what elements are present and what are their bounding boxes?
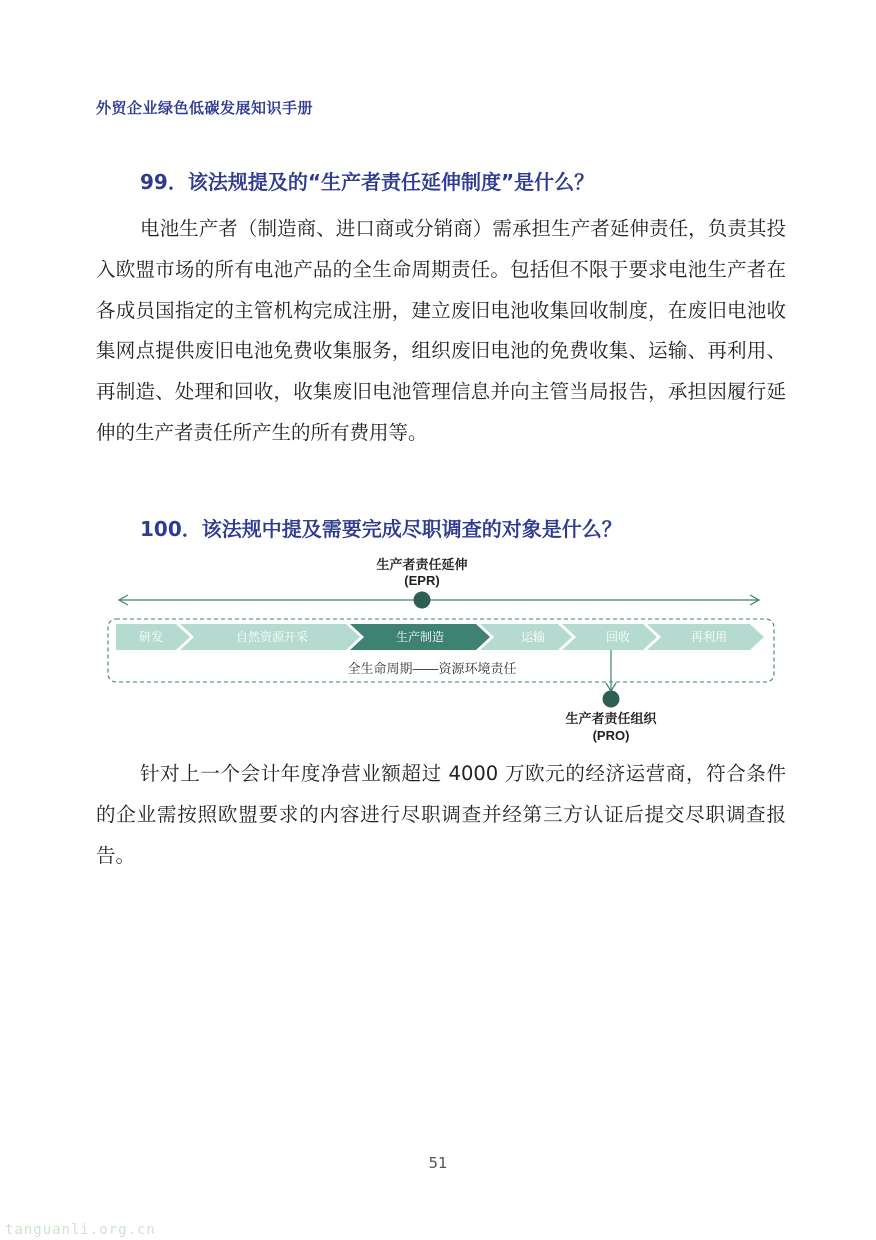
running-header: 外贸企业绿色低碳发展知识手册 — [96, 99, 314, 117]
stage-resource-extraction — [180, 624, 360, 650]
question-100-title: 100．该法规中提及需要完成尽职调查的对象是什么？ — [140, 517, 622, 541]
stage-reuse — [647, 624, 764, 650]
lifecycle-diagram — [100, 552, 780, 752]
question-99-title: 99．该法规提及的“生产者责任延伸制度”是什么？ — [140, 170, 595, 194]
epr-label-line2: (EPR) — [404, 573, 440, 588]
answer-99-paragraph: 电池生产者（制造商、进口商或分销商）需承担生产者延伸责任，负责其投入欧盟市场的所有电池产品的全生命周期责任。包括但不限于要求电池生产者在各成员国指定的主管机构完成注册，建立废旧电池收集回收制度，在废旧电池收集网点提供废旧电池免费收集服务，组织废旧电池的免费收集、运输、再利用、再制造、处理和回收，收集废旧电池管理信息并向主管当局报告，承担因履行延伸的生产者责任所产生的所有费用等。 — [96, 217, 786, 444]
pro-label-line1: 生产者责任组织 — [565, 711, 657, 726]
stage-manufacturing — [350, 624, 490, 650]
stage-label: 生产制造 — [395, 630, 445, 644]
stage-label: 回收 — [605, 630, 631, 644]
lifecycle-label: 全生命周期——资源环境责任 — [347, 661, 517, 676]
stage-label: 研发 — [138, 630, 164, 644]
stage-rd — [116, 624, 190, 650]
watermark: tanguanli.org.cn — [5, 1222, 156, 1238]
epr-node — [414, 592, 431, 609]
epr-label-line1: 生产者责任延伸 — [376, 557, 468, 572]
stage-label: 运输 — [520, 630, 546, 644]
answer-100-paragraph: 针对上一个会计年度净营业额超过 4000 万欧元的经济运营商，符合条件的企业需按照欧盟要求的内容进行尽职调查并经第三方认证后提交尽职调查报告。 — [96, 762, 786, 867]
stage-label: 自然资源开采 — [235, 630, 309, 644]
stage-label: 再利用 — [690, 630, 728, 644]
pro-label-line2: (PRO) — [592, 728, 630, 743]
page-number: 51 — [428, 1154, 448, 1172]
stage-transport — [480, 624, 572, 650]
stage-recycling — [562, 624, 657, 650]
pro-node — [603, 691, 620, 708]
